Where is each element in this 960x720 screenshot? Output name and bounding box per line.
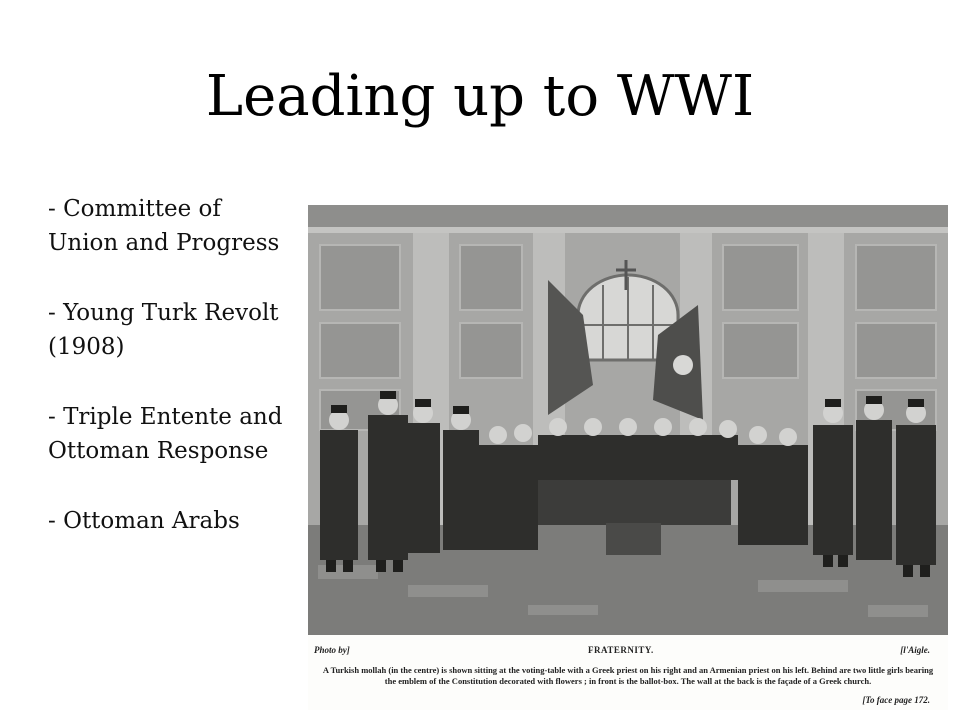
slide-title: Leading up to WWI — [205, 64, 755, 129]
bullet-item: - Ottoman Arabs — [48, 508, 240, 534]
bullet-list — [48, 192, 283, 574]
photo-credit-left: Photo by] — [314, 645, 350, 655]
photo-caption-text: A Turkish mollah (in the centre) is shown sitting at the voting-table with a Greek priest on his right and an Armenian priest on his left. Behind are two little girls bearing the emblem of the Constitution decorated with flowers ; in front is the ballot-box. The wall at the back is the façade of a Greek church. — [322, 665, 934, 686]
bullet-item: - Committee of Union and Progress — [48, 196, 280, 256]
historical-photo-figure — [308, 205, 948, 710]
photo-caption-row — [308, 637, 948, 657]
photo-credit-right: [l'Aigle. — [900, 645, 930, 655]
bullet-item: - Young Turk Revolt (1908) — [48, 300, 279, 360]
photo-illustration — [308, 205, 948, 635]
bullet-item: - Triple Entente and Ottoman Response — [48, 404, 283, 464]
photo-face-page-note: [To face page 172. — [862, 695, 930, 705]
photo-caption-title: FRATERNITY. — [588, 645, 654, 655]
historical-photo — [308, 205, 948, 635]
